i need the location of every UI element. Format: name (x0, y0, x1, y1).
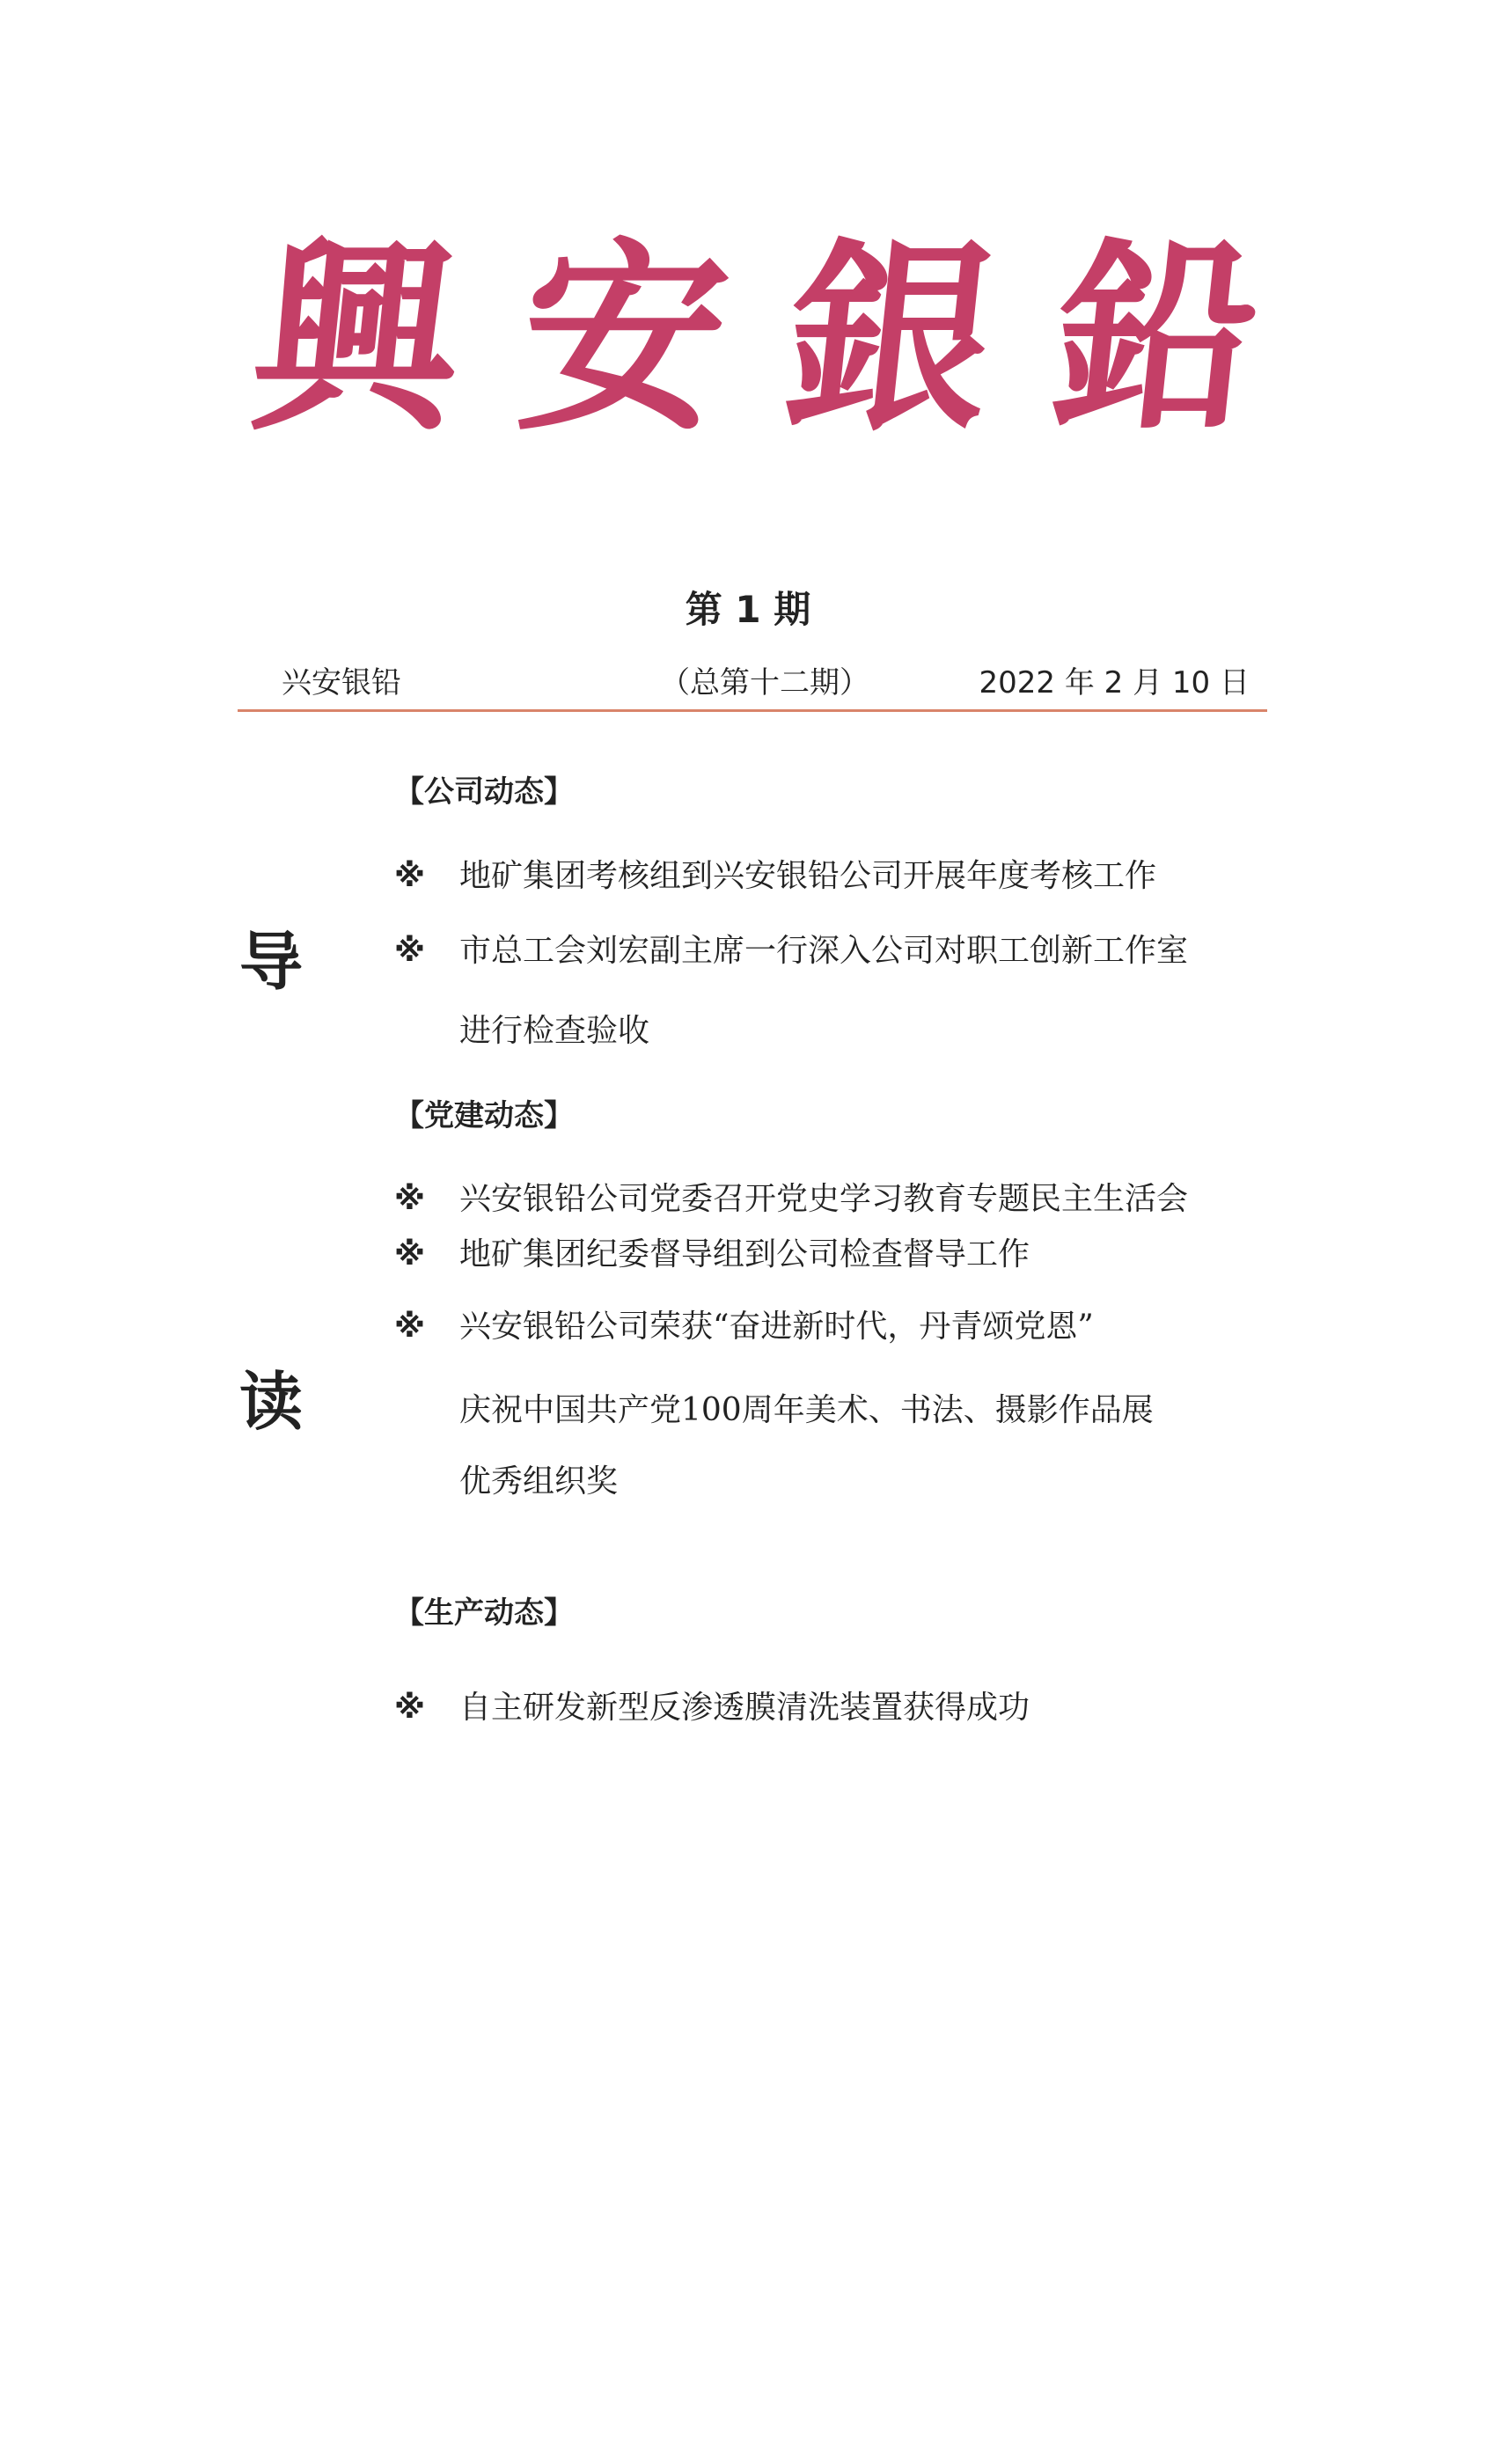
masthead-char-3: 銀 (775, 218, 1005, 458)
section-title-production: 【生产动态】 (394, 1595, 574, 1631)
header-rule (238, 709, 1267, 712)
list-item[interactable] (394, 1236, 1030, 1272)
section-title-company: 【公司动态】 (394, 774, 574, 810)
item-text-continued: 庆祝中国共产党100周年美术、书法、摄影作品展 (459, 1392, 1154, 1428)
bullet-mark: ※ (394, 1236, 425, 1272)
list-item[interactable] (394, 1692, 1030, 1724)
item-text: 自主研发新型反渗透膜清洗装置获得成功 (459, 1690, 1030, 1726)
masthead-char-4: 鉛 (1041, 218, 1272, 458)
bullet-mark: ※ (394, 1181, 425, 1217)
bullet-mark: ※ (394, 1690, 425, 1726)
header-meta-row (238, 658, 1258, 699)
list-item[interactable] (394, 858, 1157, 894)
list-item[interactable] (394, 1181, 1189, 1217)
bullet-mark: ※ (394, 933, 425, 969)
masthead-char-1: 興 (242, 218, 473, 458)
issue-number: 第 1 期 (685, 588, 811, 631)
item-text-continued: 优秀组织奖 (459, 1463, 619, 1500)
side-label-guide: 导 (239, 924, 304, 999)
publisher-name: 兴安银铅 (282, 665, 401, 700)
list-item[interactable] (394, 1311, 1094, 1343)
total-issue: （总第十二期） (660, 665, 869, 700)
masthead-char-2: 安 (509, 218, 739, 458)
item-text: 地矿集团纪委督导组到公司检查督导工作 (459, 1236, 1030, 1272)
masthead-title (242, 218, 1272, 458)
item-text: 兴安银铅公司党委召开党史学习教育专题民主生活会 (459, 1181, 1189, 1217)
item-text: 地矿集团考核组到兴安银铅公司开展年度考核工作 (459, 858, 1157, 894)
side-label-read: 读 (239, 1364, 304, 1439)
item-text-continued: 进行检查验收 (459, 1013, 650, 1049)
section-title-party: 【党建动态】 (394, 1098, 574, 1133)
item-text: 市总工会刘宏副主席一行深入公司对职工创新工作室 (459, 933, 1189, 969)
issue-date: 2022 年 2 月 10 日 (979, 665, 1250, 700)
bullet-mark: ※ (394, 858, 425, 894)
item-text: 兴安银铅公司荣获“奋进新时代，丹青颂党恩” (459, 1309, 1094, 1345)
list-item[interactable] (394, 935, 1188, 967)
bullet-mark: ※ (394, 1309, 425, 1345)
